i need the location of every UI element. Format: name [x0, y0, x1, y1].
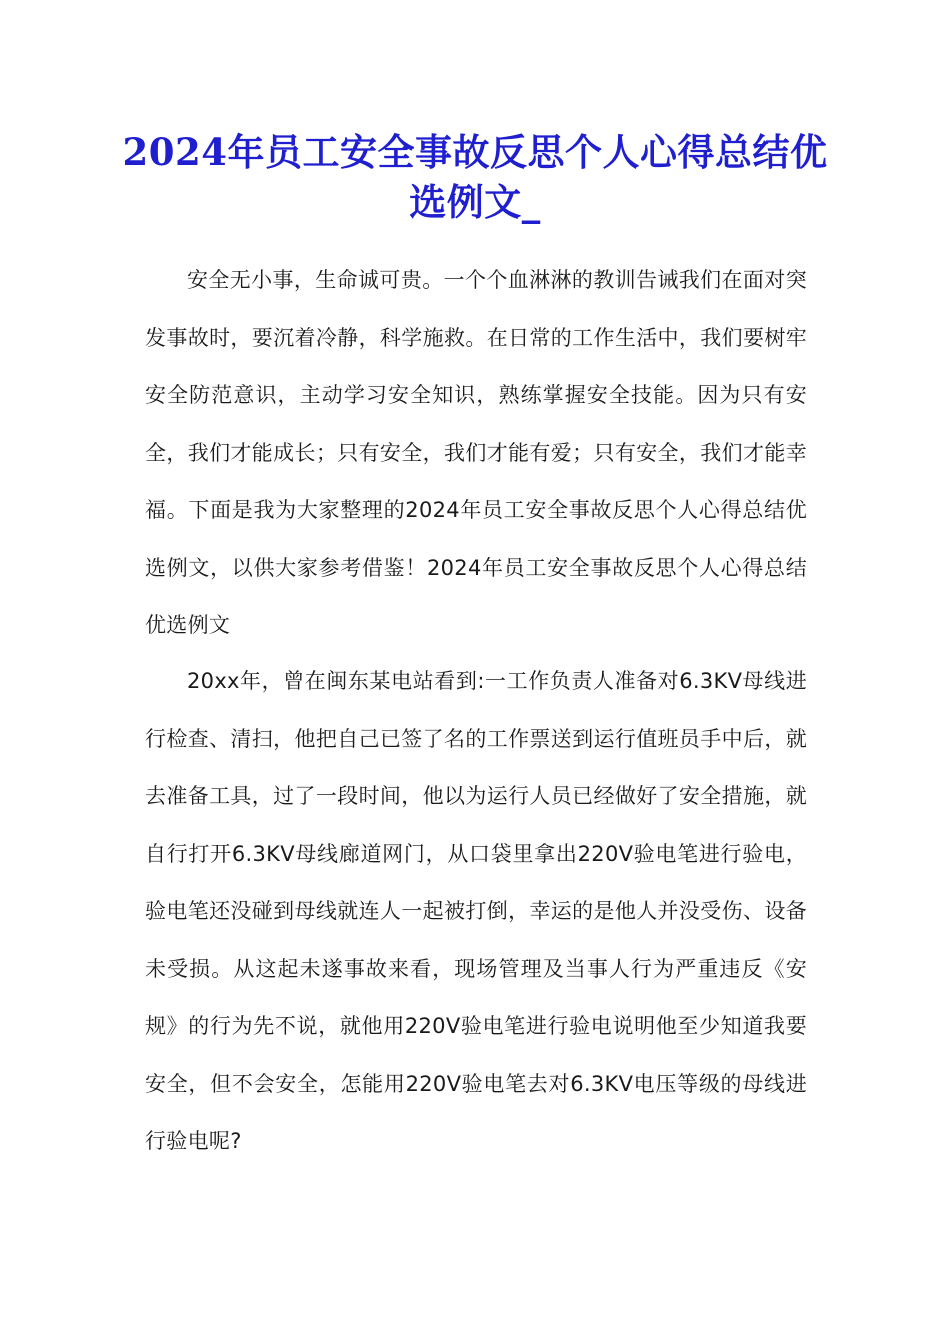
paragraph-intro: 安全无小事，生命诚可贵。一个个血淋淋的教训告诫我们在面对突发事故时，要沉着冷静，科学施救。在日常的工作生活中，我们要树牢安全防范意识，主动学习安全知识，熟练掌握安全技能。因为只有安全，我们才能成长；只有安全，我们才能有爱；只有安全，我们才能幸福。下面是我为大家整理的2024年员工安全事故反思个人心得总结优选例文，以供大家参考借鉴！2024年员工安全事故反思个人心得总结优选例文: [145, 268, 807, 637]
document-title: 2024年员工安全事故反思个人心得总结优选例文_: [122, 130, 828, 224]
paragraph-incident: 20xx年，曾在闽东某电站看到:一工作负责人准备对6.3KV母线进行检查、清扫，他把自己已签了名的工作票送到运行值班员手中后，就去准备工具，过了一段时间，他以为运行人员已经做好了安全措施，就自行打开6.3KV母线廊道网门，从口袋里拿出220V验电笔进行验电，验电笔还没碰到母线就连人一起被打倒，幸运的是他人并没受伤、设备未受损。从这起未遂事故来看，现场管理及当事人行为严重违反《安规》的行为先不说，就他用220V验电笔进行验电说明他至少知道我要安全，但不会安全，怎能用220V验电笔去对6.3KV电压等级的母线进行验电呢?: [145, 669, 807, 1153]
